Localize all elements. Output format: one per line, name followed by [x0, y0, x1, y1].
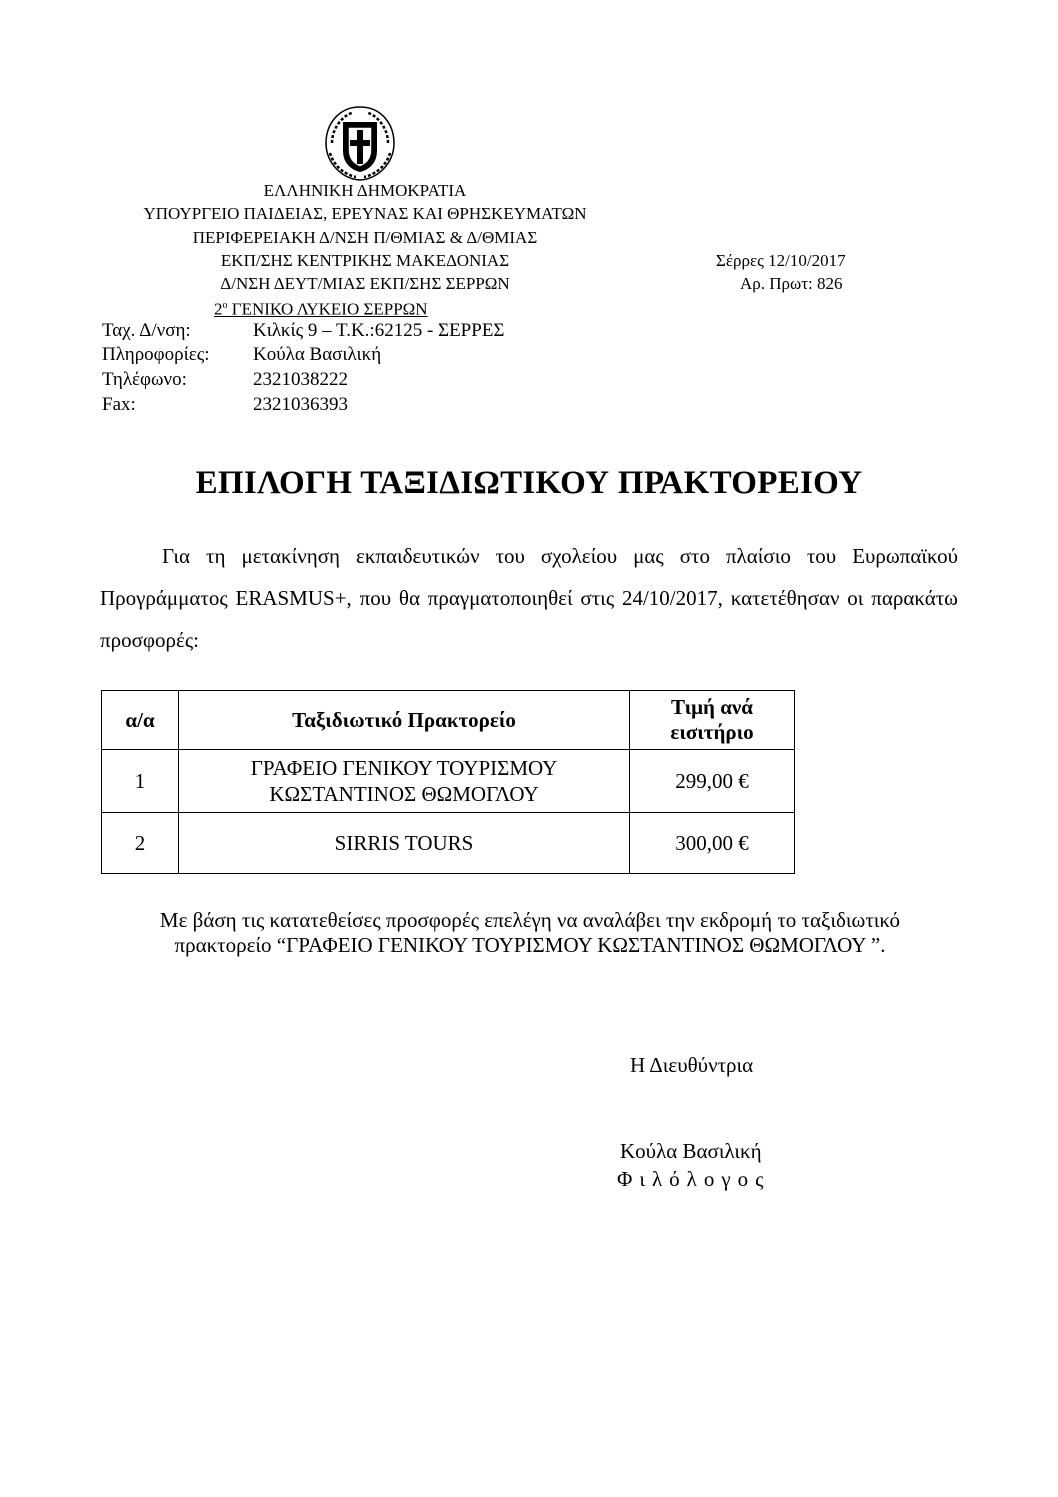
place-date: Σέρρες 12/10/2017 — [716, 251, 846, 270]
table-header-row — [102, 691, 795, 750]
info-value: Κούλα Βασιλική — [253, 344, 382, 365]
greek-coat-of-arms-icon — [316, 103, 404, 183]
phone-label: Τηλέφωνο: — [102, 369, 187, 390]
intro-text: Για τη μετακίνηση εκπαιδευτικών του σχολείου μας στο πλαίσιο του Ευρωπαϊκού Προγράμματος ERASMUS+, που θα πραγματοποιηθεί στις 24/10/2017, κατετέθησαν οι παρακάτω προσφορές: — [100, 544, 958, 652]
address-label: Ταχ. Δ/νση: — [102, 320, 191, 341]
signature-role: Η Διευθύντρια — [630, 1053, 754, 1077]
protocol-number: Αρ. Πρωτ: 826 — [740, 274, 843, 293]
row-number: 2 — [102, 813, 179, 874]
row-price: 300,00 € — [630, 813, 795, 874]
header-price: Τιμή ανά εισιτήριο — [630, 691, 795, 750]
school-name: $2^o$ ΓΕΝΙΚΟ ΛΥΚΕΙΟ ΣΕΡΡΩΝ — [214, 299, 428, 319]
header-line-4: ΕΚΠ/ΣΗΣ ΚΕΝΤΡΙΚΗΣ ΜΑΚΕΔΟΝΙΑΣ — [220, 251, 510, 270]
header-line-5: Δ/ΝΣΗ ΔΕΥΤ/ΜΙΑΣ ΕΚΠ/ΣΗΣ ΣΕΡΡΩΝ — [220, 274, 510, 293]
table-row — [102, 750, 795, 813]
header-agency: Ταξιδιωτικό Πρακτορείο — [179, 691, 630, 750]
header-line-3: ΠΕΡΙΦΕΡΕΙΑΚΗ Δ/ΝΣΗ Π/ΘΜΙΑΣ & Δ/ΘΜΙΑΣ — [192, 228, 538, 247]
row-agency: SIRRIS TOURS — [179, 813, 630, 874]
document-title: ΕΠΙΛΟΓΗ ΤΑΞΙΔΙΩΤΙΚΟΥ ΠΡΑΚΤΟΡΕΙΟΥ — [195, 465, 863, 501]
table-row — [102, 813, 795, 874]
fax-value: 2321036393 — [253, 394, 348, 415]
signature-title: Φιλόλογος — [617, 1167, 771, 1191]
decision-paragraph: Με βάση τις κατατεθείσες προσφορές επελέγη να αναλάβει την εκδρομή το ταξιδιωτικό πρακτορείο “ΓΡΑΦΕΙΟ ΓΕΝΙΚΟΥ ΤΟΥΡΙΣΜΟΥ ΚΩΣΤΑΝΤΙΝΟΣ ΘΩΜΟΓΛΟΥ ”. — [159, 908, 901, 957]
header-number: α/α — [102, 691, 179, 750]
row-price: 299,00 € — [630, 750, 795, 813]
row-number: 1 — [102, 750, 179, 813]
row-agency: ΓΡΑΦΕΙΟ ΓΕΝΙΚΟΥ ΤΟΥΡΙΣΜΟΥ ΚΩΣΤΑΝΤΙΝΟΣ ΘΩΜΟΓΛΟΥ — [179, 750, 630, 813]
phone-value: 2321038222 — [253, 369, 348, 390]
header-line-1: ΕΛΛΗΝΙΚΗ ΔΗΜΟΚΡΑΤΙΑ — [263, 181, 467, 200]
intro-paragraph — [100, 535, 958, 661]
address-value: Κιλκίς 9 – Τ.Κ.:62125 - ΣΕΡΡΕΣ — [253, 320, 505, 341]
offers-table — [101, 690, 795, 874]
signature-name: Κούλα Βασιλική — [620, 1139, 762, 1163]
info-label: Πληροφορίες: — [102, 344, 210, 365]
header-line-2: ΥΠΟΥΡΓΕΙΟ ΠΑΙΔΕΙΑΣ, ΕΡΕΥΝΑΣ ΚΑΙ ΘΡΗΣΚΕΥΜΑΤΩΝ — [143, 204, 587, 223]
fax-label: Fax: — [102, 394, 136, 415]
